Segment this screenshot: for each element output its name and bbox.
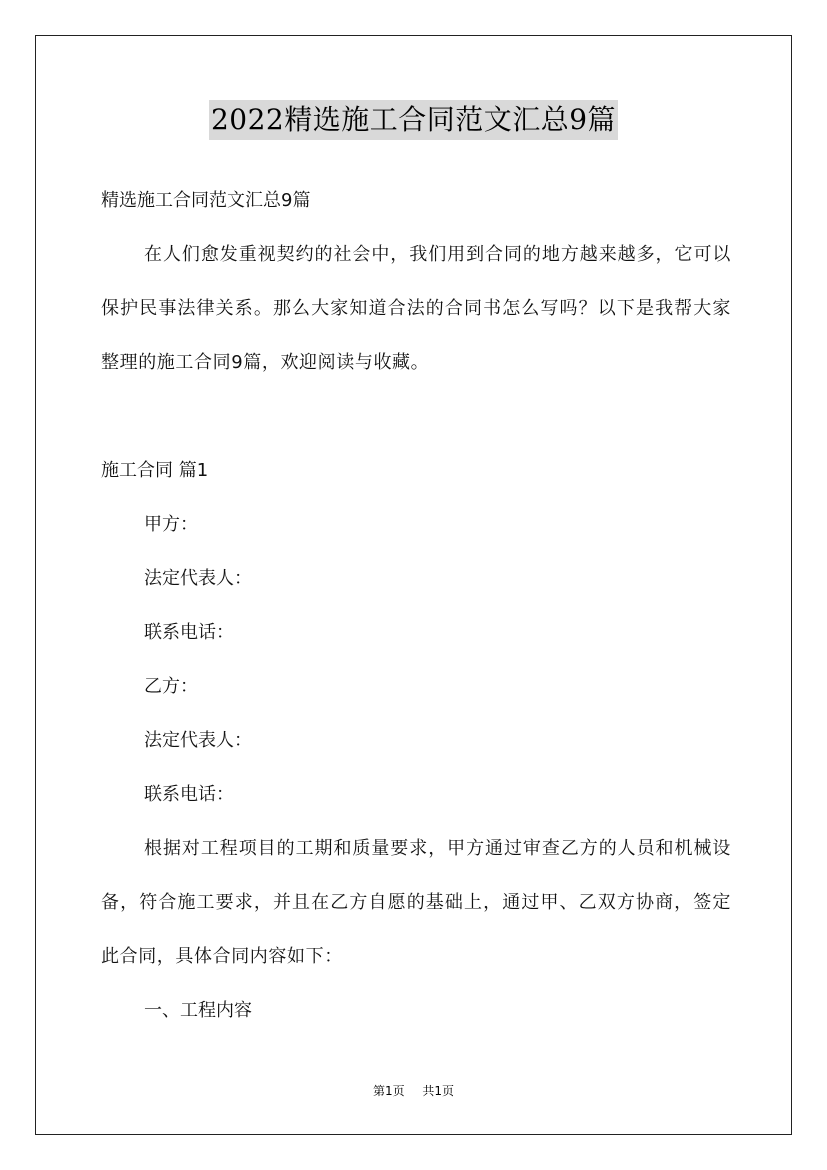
field-party-b: 乙方： [144, 676, 198, 697]
page-total: 共1页 [422, 1084, 454, 1098]
paragraph-gap [101, 390, 731, 444]
field-party-a: 甲方： [144, 514, 198, 535]
document-body [101, 174, 731, 1038]
section-heading: 施工合同 篇1 [101, 460, 209, 481]
page-footer [0, 1082, 827, 1099]
field-phone-b: 联系电话： [144, 784, 234, 805]
document-subtitle: 精选施工合同范文汇总9篇 [101, 190, 311, 211]
body-paragraph: 根据对工程项目的工期和质量要求，甲方通过审查乙方的人员和机械设备，符合施工要求，并且在乙方自愿的基础上，通过甲、乙双方协商，签定此合同，具体合同内容如下： [101, 838, 731, 967]
field-legal-rep-a: 法定代表人： [144, 568, 252, 589]
field-phone-a: 联系电话： [144, 622, 234, 643]
title-container [0, 100, 827, 140]
document-title: 2022精选施工合同范文汇总9篇 [209, 100, 618, 140]
field-legal-rep-b: 法定代表人： [144, 730, 252, 751]
page-number: 第1页 [373, 1084, 405, 1098]
intro-paragraph: 在人们愈发重视契约的社会中，我们用到合同的地方越来越多，它可以保护民事法律关系。那么大家知道合法的合同书怎么写吗？以下是我帮大家整理的施工合同9篇，欢迎阅读与收藏。 [101, 244, 731, 373]
clause-heading: 一、工程内容 [144, 1000, 252, 1021]
